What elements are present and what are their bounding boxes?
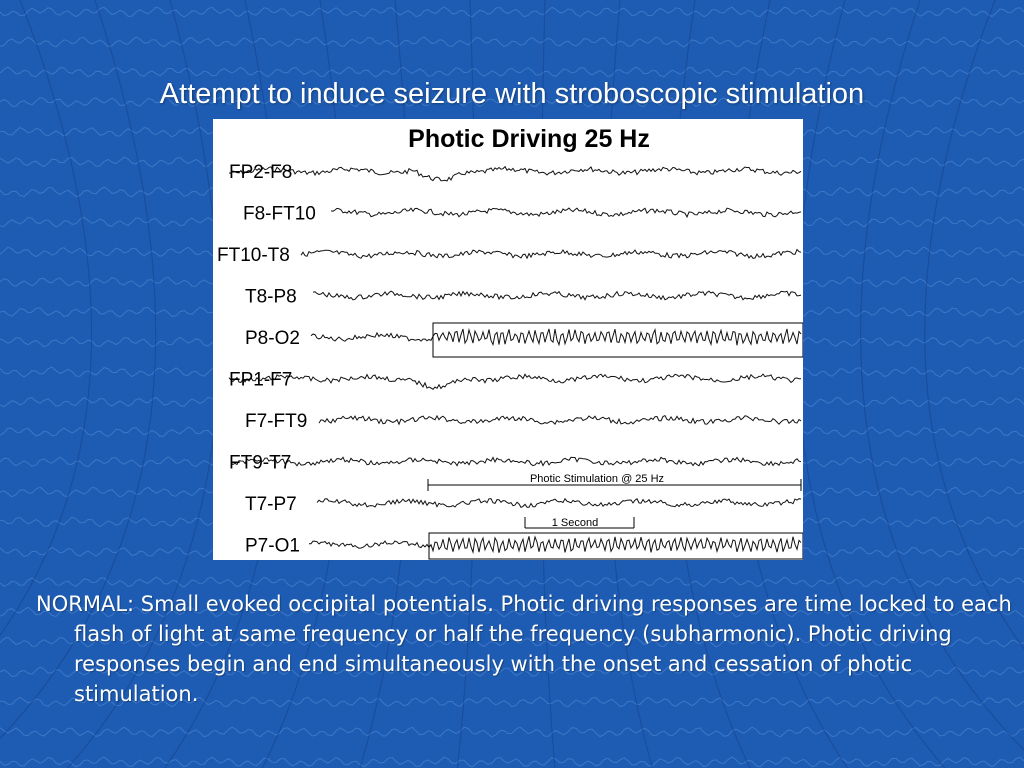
background-wave-line — [0, 7, 1024, 17]
eeg-traces — [213, 119, 803, 560]
slide-caption: NORMAL: Small evoked occipital potentials. Photic driving responses are time locked to each flash of light at same frequency or half the frequency (subharmonic). Photic driving responses begin and end simultaneously with the onset and cessation of photic stimulation. — [36, 592, 1012, 706]
eeg-trace — [317, 499, 801, 508]
background-wave-line — [0, 757, 1024, 767]
eeg-trace — [319, 416, 801, 425]
eeg-trace — [301, 250, 801, 259]
channel-label: T7-P7 — [245, 494, 297, 515]
eeg-trace — [311, 329, 801, 345]
channel-label: FT10-T8 — [217, 245, 290, 266]
eeg-trace — [229, 167, 801, 181]
channel-label: P7-O1 — [245, 535, 300, 557]
background-wave-line — [0, 37, 1024, 47]
channel-label: FT9-T7 — [229, 452, 292, 474]
stimulation-label: Photic Stimulation @ 25 Hz — [529, 473, 665, 485]
eeg-title: Photic Driving 25 Hz — [408, 125, 650, 153]
eeg-trace — [229, 374, 801, 389]
scale-bar-label: 1 Second — [551, 517, 599, 529]
background-wave-line — [0, 67, 1024, 77]
background-wave-line — [0, 577, 1024, 587]
eeg-figure — [213, 119, 803, 560]
eeg-trace — [231, 457, 801, 466]
channel-label: FP2-F8 — [229, 162, 293, 183]
channel-label: FP1-F7 — [229, 369, 293, 391]
channel-label: F7-FT9 — [245, 411, 308, 432]
channel-label: T8-P8 — [245, 286, 297, 308]
eeg-trace — [331, 208, 801, 217]
p8-o2-response-box — [433, 323, 803, 357]
eeg-trace — [313, 291, 801, 300]
background-wave-line — [0, 727, 1024, 737]
slide-title: Attempt to induce seizure with stroboscopic stimulation — [159, 78, 865, 110]
eeg-trace — [309, 536, 801, 553]
channel-label: P8-O2 — [245, 328, 300, 349]
p7-o1-response-box — [429, 533, 803, 559]
channel-label: F8-FT10 — [243, 203, 316, 225]
